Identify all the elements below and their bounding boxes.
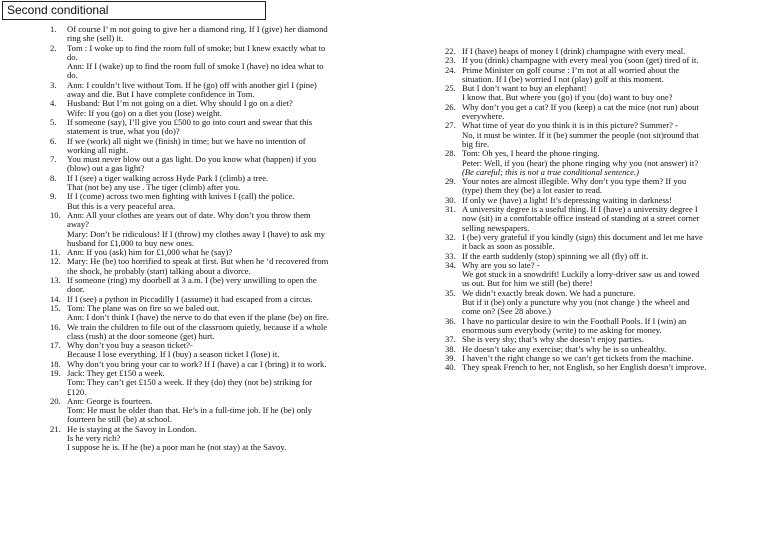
exercise-text	[67, 118, 332, 137]
exercise-text	[67, 257, 332, 276]
exercise-text	[67, 99, 332, 118]
exercise-number: 15.	[50, 302, 61, 313]
exercise-number: 9.	[50, 191, 57, 202]
exercise-line: I (be) very grateful if you kindly (sign) this document and let me have it back as soon as possible.	[462, 231, 703, 252]
left-column	[50, 25, 332, 453]
exercise-number: 30.	[445, 194, 456, 205]
exercise-text	[462, 103, 707, 122]
exercise-line: Why don’t you get a cat? If you (keep) a cat the mice (not run) about everywhere.	[462, 101, 699, 122]
exercise-number: 28.	[445, 148, 456, 159]
exercise-line: Ann: If you (ask) him for £1,000 what he (say)?	[67, 247, 233, 258]
exercise-number: 39.	[445, 352, 456, 363]
exercise-text	[67, 276, 332, 295]
exercise-item	[50, 323, 332, 342]
exercise-line: Why don’t you buy a season ticket?-	[67, 340, 193, 351]
exercise-item	[50, 25, 332, 44]
exercise-number: 26.	[445, 101, 456, 112]
exercise-text	[462, 317, 707, 336]
exercise-line: Husband: But I’m not going on a diet. Why should I go on a diet?	[67, 98, 293, 109]
exercise-number: 23.	[445, 55, 456, 66]
exercise-number: 22.	[445, 46, 456, 56]
exercise-line: If someone (ring) my doorbell at 3 a.m. I (be) very unwilling to open the door.	[67, 275, 317, 295]
exercise-number: 5.	[50, 116, 57, 127]
exercise-text	[67, 369, 332, 397]
exercise-line: Is he very rich?	[67, 433, 121, 444]
right-column	[445, 47, 707, 372]
exercise-line: Ann: I couldn’t live without Tom. If he (go) off with another girl I (pine) away and die. But I have complete confidence in Tom.	[67, 79, 317, 100]
exercise-line: Prime Minister on golf course : I’m not at all worried about the situation. If I (be) worried I not (play) golf at this moment.	[462, 64, 680, 84]
exercise-line: Tom: The plane was on fire so we baled out.	[67, 302, 220, 313]
exercise-number: 20.	[50, 395, 61, 406]
exercise-number: 27.	[445, 120, 456, 131]
exercise-line: Jack: They get £150 a week.	[67, 367, 165, 378]
exercise-item	[445, 66, 707, 85]
exercise-text	[462, 177, 707, 196]
exercise-item	[50, 369, 332, 397]
exercise-line: If someone (say), I’ll give you £500 to go into court and swear that this statement is true, what you (do)?	[67, 116, 313, 137]
exercise-line: Because I lose everything. If I (buy) a season ticket I (lose) it.	[67, 349, 280, 360]
exercise-item	[50, 211, 332, 248]
exercise-text	[67, 44, 332, 81]
exercise-number: 16.	[50, 321, 61, 332]
exercise-line: Ann: If I (wake) up to find the room full of smoke I (have) no idea what to do.	[67, 61, 324, 81]
exercise-line: If only we (have) a light! It’s depressing waiting in darkness!	[462, 194, 673, 205]
exercise-item	[445, 261, 707, 289]
exercise-number: 37.	[445, 334, 456, 345]
exercise-text	[67, 155, 332, 174]
exercise-line: Mary: Don’t be ridiculous! If I (throw) my clothes away I (have) to ask my husband for £1,000 to buy new ones.	[67, 228, 326, 248]
exercise-text	[67, 174, 332, 193]
exercise-number: 14.	[50, 293, 61, 304]
exercise-line: Why are you so late? -	[462, 259, 540, 270]
worksheet-title: Second conditional	[2, 1, 266, 20]
exercise-text	[67, 304, 332, 323]
exercise-line: They speak French to her, not English, so her English doesn’t improve.	[462, 362, 707, 373]
exercise-number: 32.	[445, 231, 456, 242]
exercise-number: 17.	[50, 340, 61, 351]
exercise-item	[445, 317, 707, 336]
exercise-text	[462, 205, 707, 233]
exercise-number: 7.	[50, 154, 57, 165]
exercise-item	[445, 149, 707, 177]
exercise-item	[50, 44, 332, 81]
exercise-line: If the earth suddenly (stop) spinning we all (fly) off it.	[462, 250, 649, 261]
exercise-text	[67, 81, 332, 100]
exercise-item	[50, 276, 332, 295]
exercise-line: He doesn’t take any exercise; that’s why he is so unhealthy.	[462, 343, 667, 354]
exercise-item	[445, 121, 707, 149]
exercise-line: Ann: George is fourteen.	[67, 395, 153, 406]
exercise-line: Tom: He must be older than that. He’s in a full-time job. If he (be) only fourteen he still (be) at school.	[67, 405, 312, 425]
exercise-number: 19.	[50, 367, 61, 378]
exercise-line: But I don’t want to buy an elephant!	[462, 83, 587, 94]
exercise-item	[50, 137, 332, 156]
exercise-number: 31.	[445, 204, 456, 215]
exercise-number: 35.	[445, 287, 456, 298]
exercise-line: We got stuck in a snowdrift! Luckily a lorry-driver saw us and towed us out. But for him we still (be) there!	[462, 269, 700, 289]
exercise-line: Your notes are almost illegible. Why don’t you type them? If you (type) them they (be) a lot easier to read.	[462, 176, 687, 196]
exercise-line: What time of year do you think it is in this picture? Summer? -	[462, 120, 678, 131]
exercise-line: She is very shy; that’s why she doesn’t enjoy parties.	[462, 334, 644, 345]
exercise-line: Tom: Oh yes, I heard the phone ringing.	[462, 148, 600, 159]
exercise-text	[67, 323, 332, 342]
exercise-line: Tom : I woke up to find the room full of smoke; but I knew exactly what to do.	[67, 42, 326, 62]
exercise-item	[445, 103, 707, 122]
exercise-item	[50, 192, 332, 211]
exercise-item	[50, 425, 332, 453]
exercise-number: 8.	[50, 172, 57, 183]
exercise-line: That (not be) any use . The tiger (climb) after you.	[67, 182, 241, 193]
exercise-item	[50, 118, 332, 137]
exercise-number: 10.	[50, 209, 61, 220]
exercise-text	[462, 121, 707, 149]
exercise-item	[50, 341, 332, 360]
exercise-line: If I (have) heaps of money I (drink) champagne with every meal.	[462, 46, 686, 56]
exercise-text	[462, 66, 707, 85]
exercise-text	[462, 289, 707, 317]
exercise-line: But this is a very peaceful area.	[67, 200, 176, 211]
exercise-number: 13.	[50, 275, 61, 286]
exercise-number: 12.	[50, 256, 61, 267]
exercise-item	[50, 397, 332, 425]
exercise-text	[67, 397, 332, 425]
exercise-line: We didn’t exactly break down. We had a puncture.	[462, 287, 636, 298]
exercise-item	[445, 233, 707, 252]
exercise-number: 11.	[50, 247, 61, 258]
exercise-text	[67, 341, 332, 360]
exercise-item	[50, 155, 332, 174]
exercise-text	[462, 84, 707, 103]
exercise-number: 40.	[445, 362, 456, 373]
exercise-text	[67, 25, 332, 44]
exercise-text	[462, 261, 707, 289]
exercise-number: 6.	[50, 135, 57, 146]
exercise-number: 34.	[445, 259, 456, 270]
exercise-text	[67, 211, 332, 248]
exercise-item	[445, 84, 707, 103]
exercise-number: 38.	[445, 343, 456, 354]
exercise-line: I haven’t the right change so we can’t get tickets from the machine.	[462, 352, 694, 363]
exercise-line: Peter: Well, if you (hear) the phone ringing why you (not answer) it?	[462, 157, 699, 168]
exercise-line: If I (come) across two men fighting with knives I (call) the police.	[67, 191, 295, 202]
exercise-line: If we (work) all night we (finish) in time; but we have no intention of working all night.	[67, 135, 306, 155]
exercise-line: If you (drink) champagne with every meal you (soon (get) tired of it.	[462, 55, 699, 66]
exercise-text	[462, 149, 707, 177]
exercise-line: Tom: They can’t get £150 a week. If they (do) they (not be) striking for £120.	[67, 377, 313, 397]
exercise-item	[50, 174, 332, 193]
exercise-line: If I (see) a python in Piccadilly I (assume) it had escaped from a circus.	[67, 293, 313, 304]
exercise-line: But if it (be) only a puncture why you (not change ) the wheel and come on? (See 28 above.)	[462, 297, 690, 317]
exercise-item	[50, 99, 332, 118]
exercise-number: 2.	[50, 42, 57, 53]
exercise-number: 36.	[445, 315, 456, 326]
exercise-line: No, it must be winter. If it (be) summer the people (not sit)round that big fire.	[462, 129, 699, 149]
exercise-line: I suppose he is. If he (be) a poor man he (not stay) at the Savoy.	[67, 442, 287, 453]
exercise-line: Ann: I don’t think I (have) the nerve to do that even if the plane (be) on fire.	[67, 312, 329, 323]
exercise-number: 18.	[50, 358, 61, 369]
exercise-item	[445, 289, 707, 317]
exercise-line: I have no particular desire to win the Football Pools. If I (win) an enormous sum everybody (write) to me asking for money.	[462, 315, 687, 335]
exercise-number: 3.	[50, 79, 57, 90]
exercise-line: Wife: If you (go) on a diet you (lose) weight.	[67, 107, 222, 118]
exercise-text	[462, 233, 707, 252]
exercise-text	[67, 192, 332, 211]
exercise-text	[462, 363, 707, 372]
exercise-item	[445, 363, 707, 372]
exercise-number: 1.	[50, 24, 57, 34]
exercise-note: (Be careful; this is not a true conditional sentence.)	[462, 166, 640, 177]
exercise-line: I know that. But where you (go) if you (do) want to buy one?	[462, 92, 673, 103]
exercise-item	[445, 205, 707, 233]
exercise-item	[445, 177, 707, 196]
exercise-line: You must never blow out a gas light. Do you know what (happen) if you (blow) out a gas light?	[67, 154, 317, 174]
exercise-number: 25.	[445, 83, 456, 94]
exercise-line: Of course I’ m not going to give her a diamond ring. If I (give) her diamond ring she (sell) it.	[67, 24, 328, 44]
exercise-line: If I (see) a tiger walking across Hyde Park I (climb) a tree.	[67, 172, 269, 183]
exercise-line: He is staying at the Savoy in London.	[67, 423, 197, 434]
exercise-line: We train the children to file out of the classroom quietly, because if a whole class (rush) at the door someone (get) hurt.	[67, 321, 328, 341]
exercise-item	[50, 81, 332, 100]
exercise-line: Mary: He (be) too horrified to speak at first. But when he ‘d recovered from the shock, he probably (start) talking about a divorce.	[67, 256, 329, 276]
exercise-text	[67, 425, 332, 453]
exercise-item	[50, 304, 332, 323]
exercise-number: 29.	[445, 176, 456, 187]
exercise-line: Why don’t you bring your car to work? If I (have) a car I (bring) it to work.	[67, 358, 327, 369]
exercise-line: Ann: All your clothes are years out of date. Why don’t you throw them away?	[67, 209, 311, 230]
exercise-number: 24.	[445, 64, 456, 75]
exercise-number: 4.	[50, 98, 57, 109]
exercise-number: 21.	[50, 423, 61, 434]
exercise-number: 33.	[445, 250, 456, 261]
exercise-item	[50, 257, 332, 276]
exercise-line: A university degree is a useful thing. If I (have) a university degree I now (sit) in a comfortable office instead of standing at a street corner selling newspapers.	[462, 204, 700, 233]
exercise-text	[67, 137, 332, 156]
